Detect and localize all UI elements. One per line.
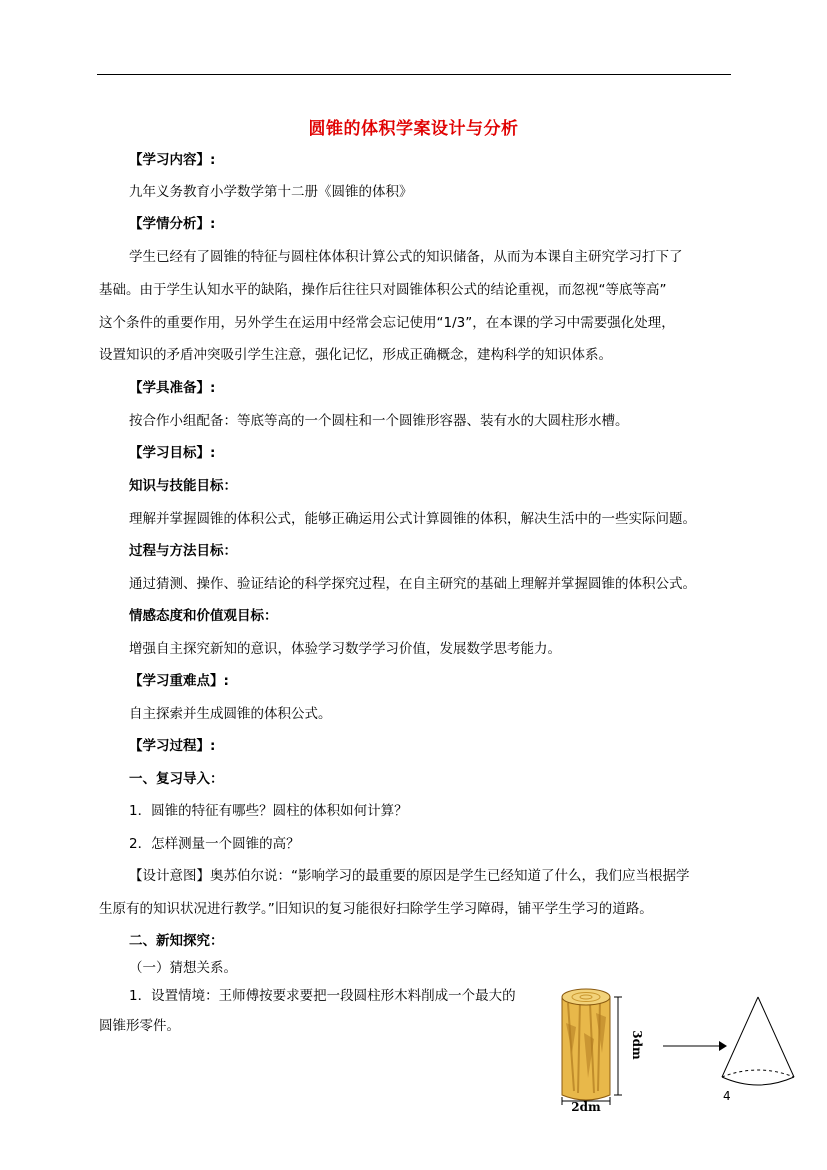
analysis-line: 设置知识的矛盾冲突吸引学生注意，强化记忆，形成正确概念，建构科学的知识体系。	[99, 347, 612, 363]
analysis-heading: 【学情分析】:	[129, 216, 216, 232]
cone-figure	[718, 995, 798, 1095]
goal1-text: 理解并掌握圆锥的体积公式，能够正确运用公式计算圆锥的体积，解决生活中的一些实际问题。	[129, 511, 696, 527]
situation-line: 1．设置情境：王师傅按要求要把一段圆柱形木料削成一个最大的	[129, 988, 516, 1004]
goal3-text: 增强自主探究新知的意识，体验学习数学学习价值，发展数学思考能力。	[129, 641, 561, 657]
guess-heading: （一）猜想关系。	[129, 960, 237, 976]
design-intent-line: 【设计意图】奥苏伯尔说：“影响学习的最重要的原因是学生已经知道了什么，我们应当根据学	[129, 868, 690, 884]
wood-log-figure	[550, 983, 660, 1113]
goal2-heading: 过程与方法目标：	[129, 543, 237, 559]
key-heading: 【学习重难点】:	[129, 673, 229, 689]
content-heading: 【学习内容】:	[129, 152, 216, 168]
explore-heading: 二、新知探究：	[129, 933, 224, 949]
tools-text: 按合作小组配备：等底等高的一个圆柱和一个圆锥形容器、装有水的大圆柱形水槽。	[129, 413, 629, 429]
tools-heading: 【学具准备】:	[129, 380, 216, 396]
goals-heading: 【学习目标】:	[129, 445, 216, 461]
review-question: 1．圆锥的特征有哪些？圆柱的体积如何计算？	[129, 803, 408, 819]
goal2-text: 通过猜测、操作、验证结论的科学探究过程，在自主研究的基础上理解并掌握圆锥的体积公式。	[129, 576, 696, 592]
process-heading: 【学习过程】:	[129, 738, 216, 754]
situation-line: 圆锥形零件。	[99, 1018, 180, 1034]
analysis-line: 学生已经有了圆锥的特征与圆柱体体积计算公式的知识储备，从而为本课自主研究学习打下了	[129, 249, 683, 265]
design-intent-line: 生原有的知识状况进行教学。”旧知识的复习能很好扫除学生学习障碍，铺平学生学习的道路。	[99, 901, 653, 917]
key-text: 自主探索并生成圆锥的体积公式。	[129, 706, 332, 722]
header-rule	[97, 74, 731, 75]
document-title: 圆锥的体积学案设计与分析	[308, 119, 519, 139]
review-question: 2．怎样测量一个圆锥的高？	[129, 836, 300, 852]
analysis-line: 这个条件的重要作用，另外学生在运用中经常会忘记使用“1/3”，在本课的学习中需要强化处理，	[99, 315, 675, 331]
goal3-heading: 情感态度和价值观目标：	[129, 608, 278, 624]
diameter-label: 2dm	[571, 1100, 601, 1114]
goal1-heading: 知识与技能目标：	[129, 478, 237, 494]
page-number: 4	[723, 1089, 731, 1103]
content-text: 九年义务教育小学数学第十二册《圆锥的体积》	[129, 184, 413, 200]
review-heading: 一、复习导入：	[129, 771, 224, 787]
height-label: 3dm	[630, 1030, 644, 1060]
analysis-line: 基础。由于学生认知水平的缺陷，操作后往往只对圆锥体积公式的结论重视，而忽视“等底等高”	[99, 282, 667, 298]
